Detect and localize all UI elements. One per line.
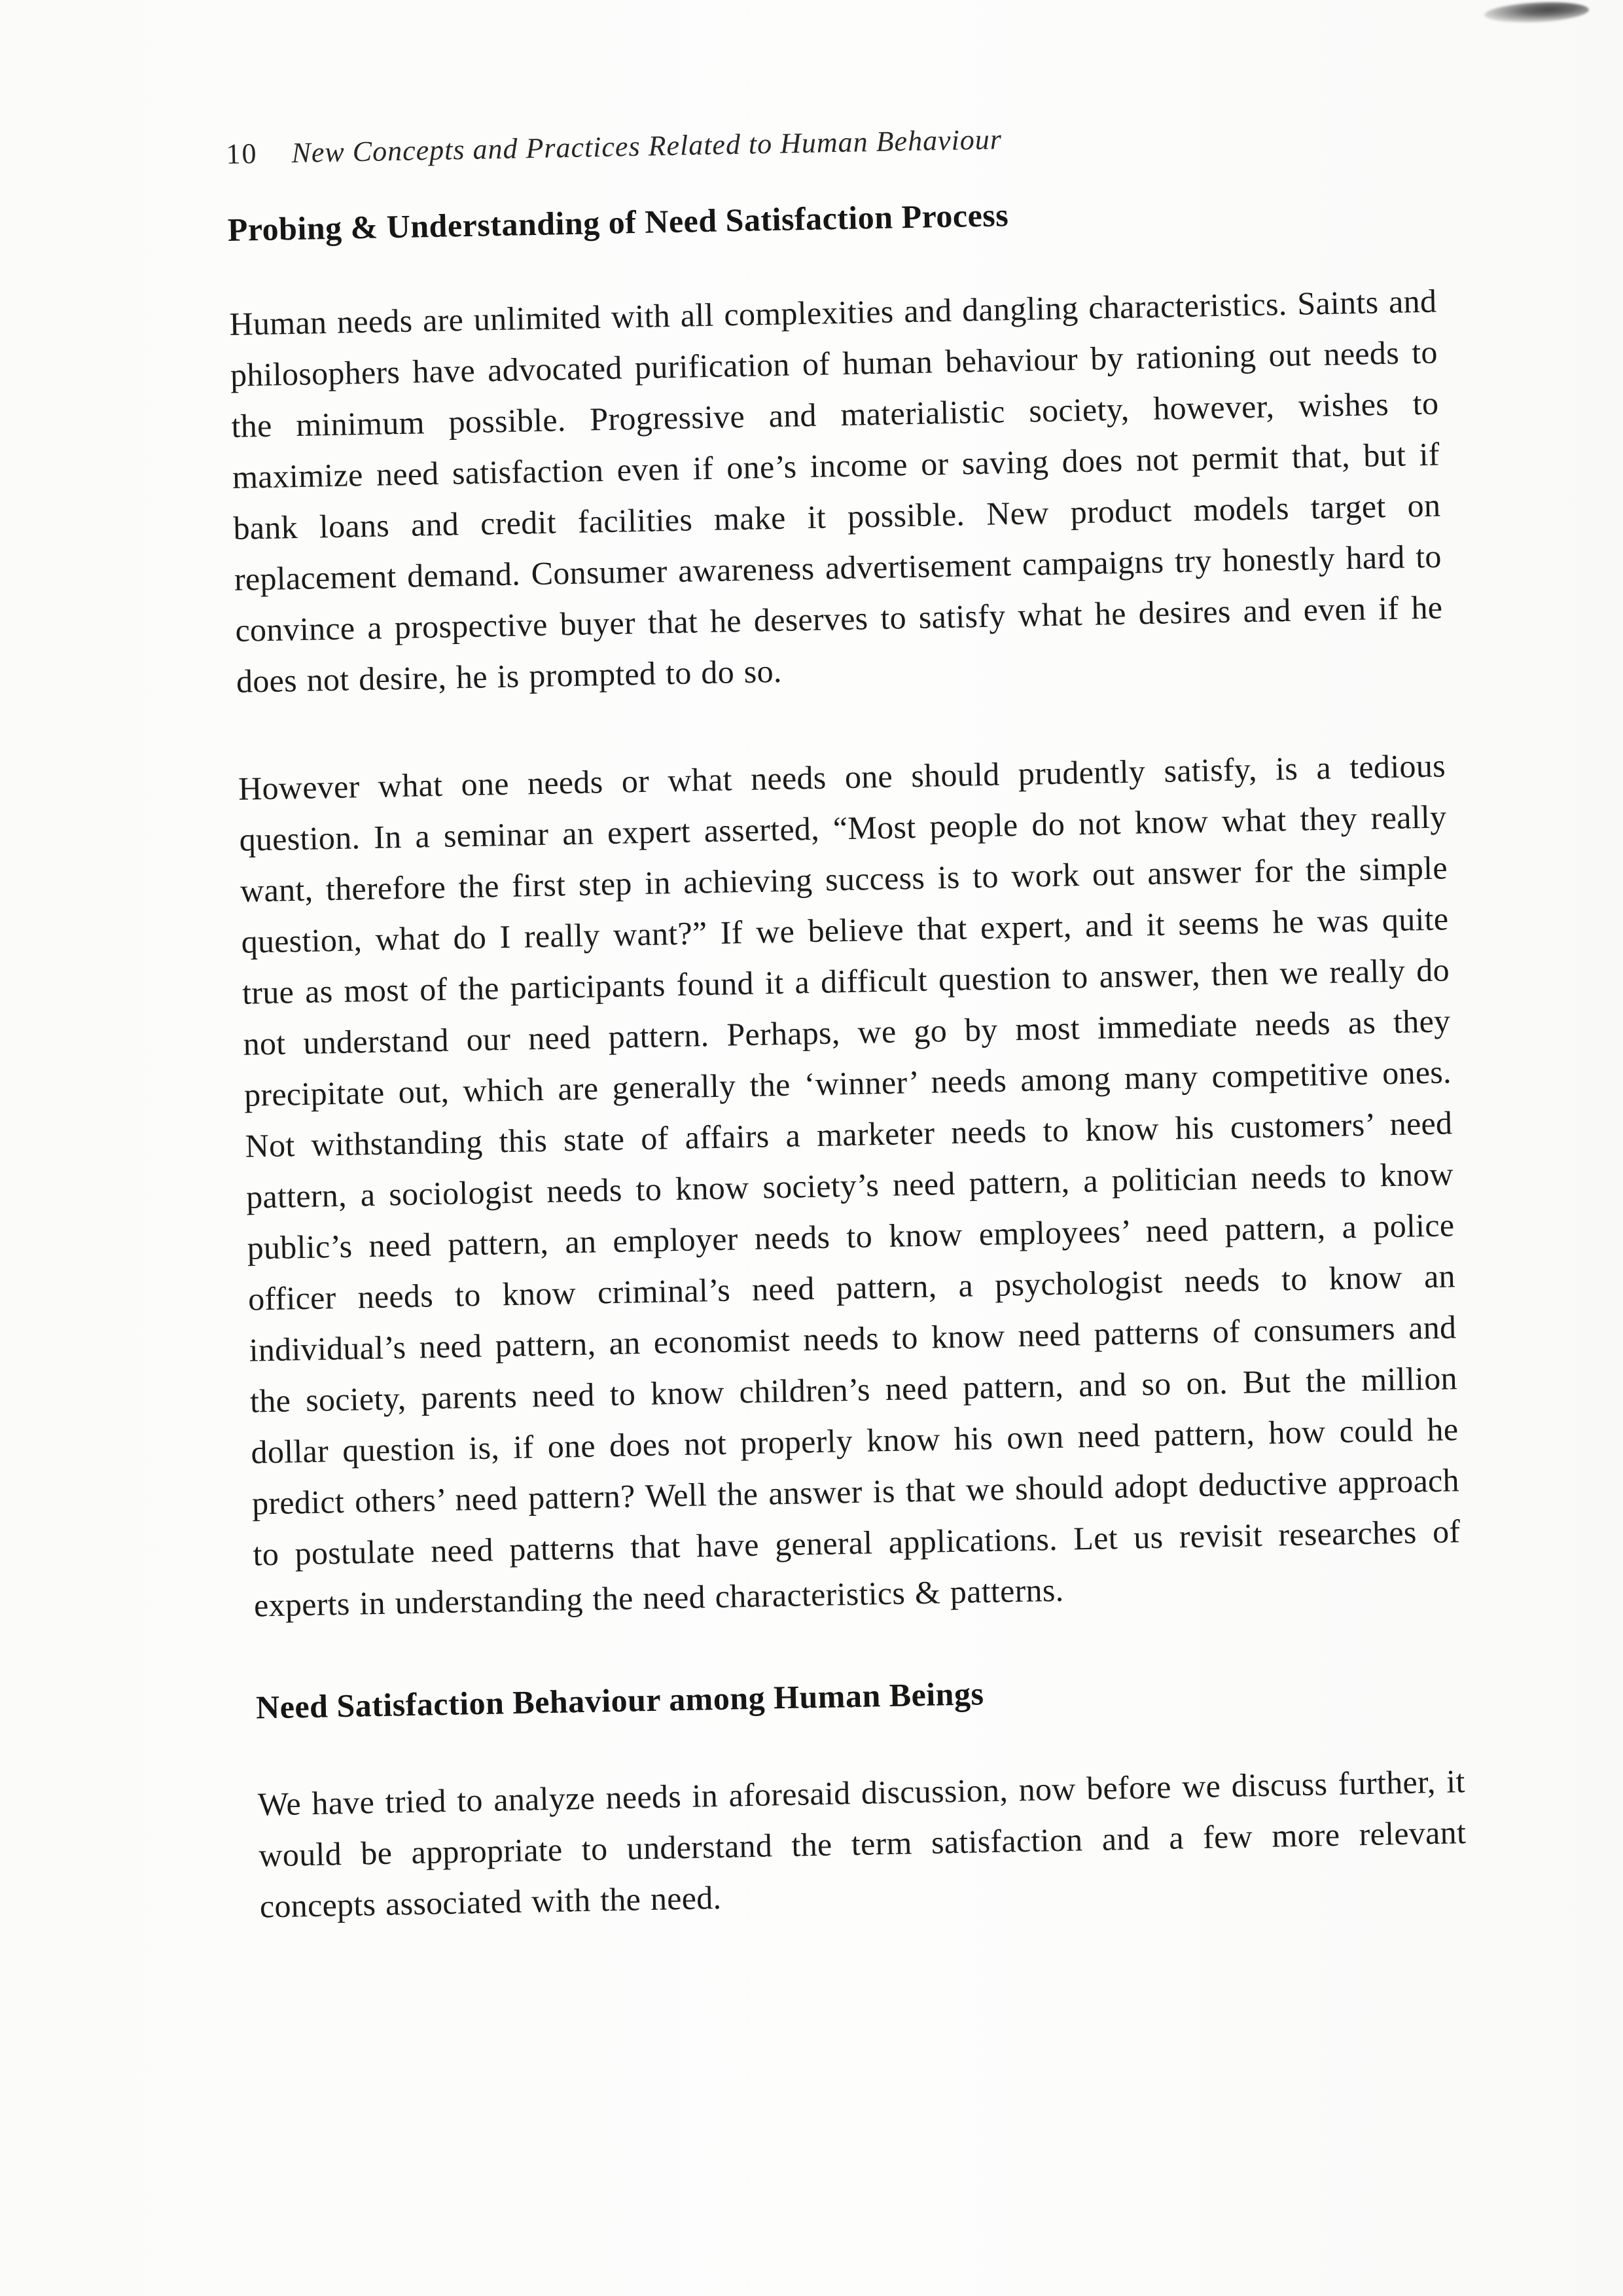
page-number: 10 <box>226 137 258 170</box>
running-head-title: New Concepts and Practices Related to Human Behaviour <box>291 123 1003 170</box>
page-content <box>226 113 1467 1932</box>
section-heading-need-satisfaction-behaviour: Need Satisfaction Behaviour among Human Beings <box>255 1675 984 1726</box>
running-head <box>226 113 1434 173</box>
section-heading-probing-understanding: Probing & Understanding of Need Satisfaction Process <box>227 196 1009 248</box>
paragraph-we-have-tried: We have tried to analyze needs in aforesaid discussion, now before we discuss further, it would be appropriate to understand the term satisfaction and a few more relevant concepts associated with the need. <box>257 1763 1467 1925</box>
paragraph-however-what-one-needs: However what one needs or what needs one should prudently satisfy, is a tedious question. In a seminar an expert asserted, “Most people do not know what they really want, therefore the first step in achieving success is to work out answer for the simple question, what do I really want?” If we believe that expert, and it seems he was quite true as most of the participants found it a difficult question to answer, then we really do not understand our need pattern. Perhaps, we go by most immediate needs as they precipitate out, which are generally the ‘winner’ needs among many competitive ones. Not withstanding this state of affairs a marketer needs to know his customers’ need pattern, a sociologist needs to know society’s need pattern, a politician needs to know public’s need pattern, an employer needs to know employees’ need pattern, a police officer needs to know criminal’s need pattern, a psychologist needs to know an individual’s need pattern, an economist needs to know need patterns of consumers and the society, parents need to know children’s need pattern, and so on. But the million dollar question is, if one does not properly know his own need pattern, how could he predict others’ need pattern? Well the answer is that we should adopt deductive approach to postulate need patterns that have general applications. Let us revisit researches of experts in understanding the need characteristics & patterns. <box>238 747 1461 1624</box>
paragraph-human-needs: Human needs are unlimited with all complexities and dangling characteristics. Saints and philosophers have advocated purification of human behaviour by rationing out needs to the minimum possible. Progressive and materialistic society, however, wishes to maximize need satisfaction even if one’s income or saving does not permit that, but if bank loans and credit facilities make it possible. New product models target on replacement demand. Consumer awareness advertisement campaigns try honestly hard to convince a prospective buyer that he deserves to satisfy what he desires and even if he does not desire, he is prompted to do so. <box>228 282 1443 700</box>
scan-smudge-artifact <box>1484 0 1589 25</box>
